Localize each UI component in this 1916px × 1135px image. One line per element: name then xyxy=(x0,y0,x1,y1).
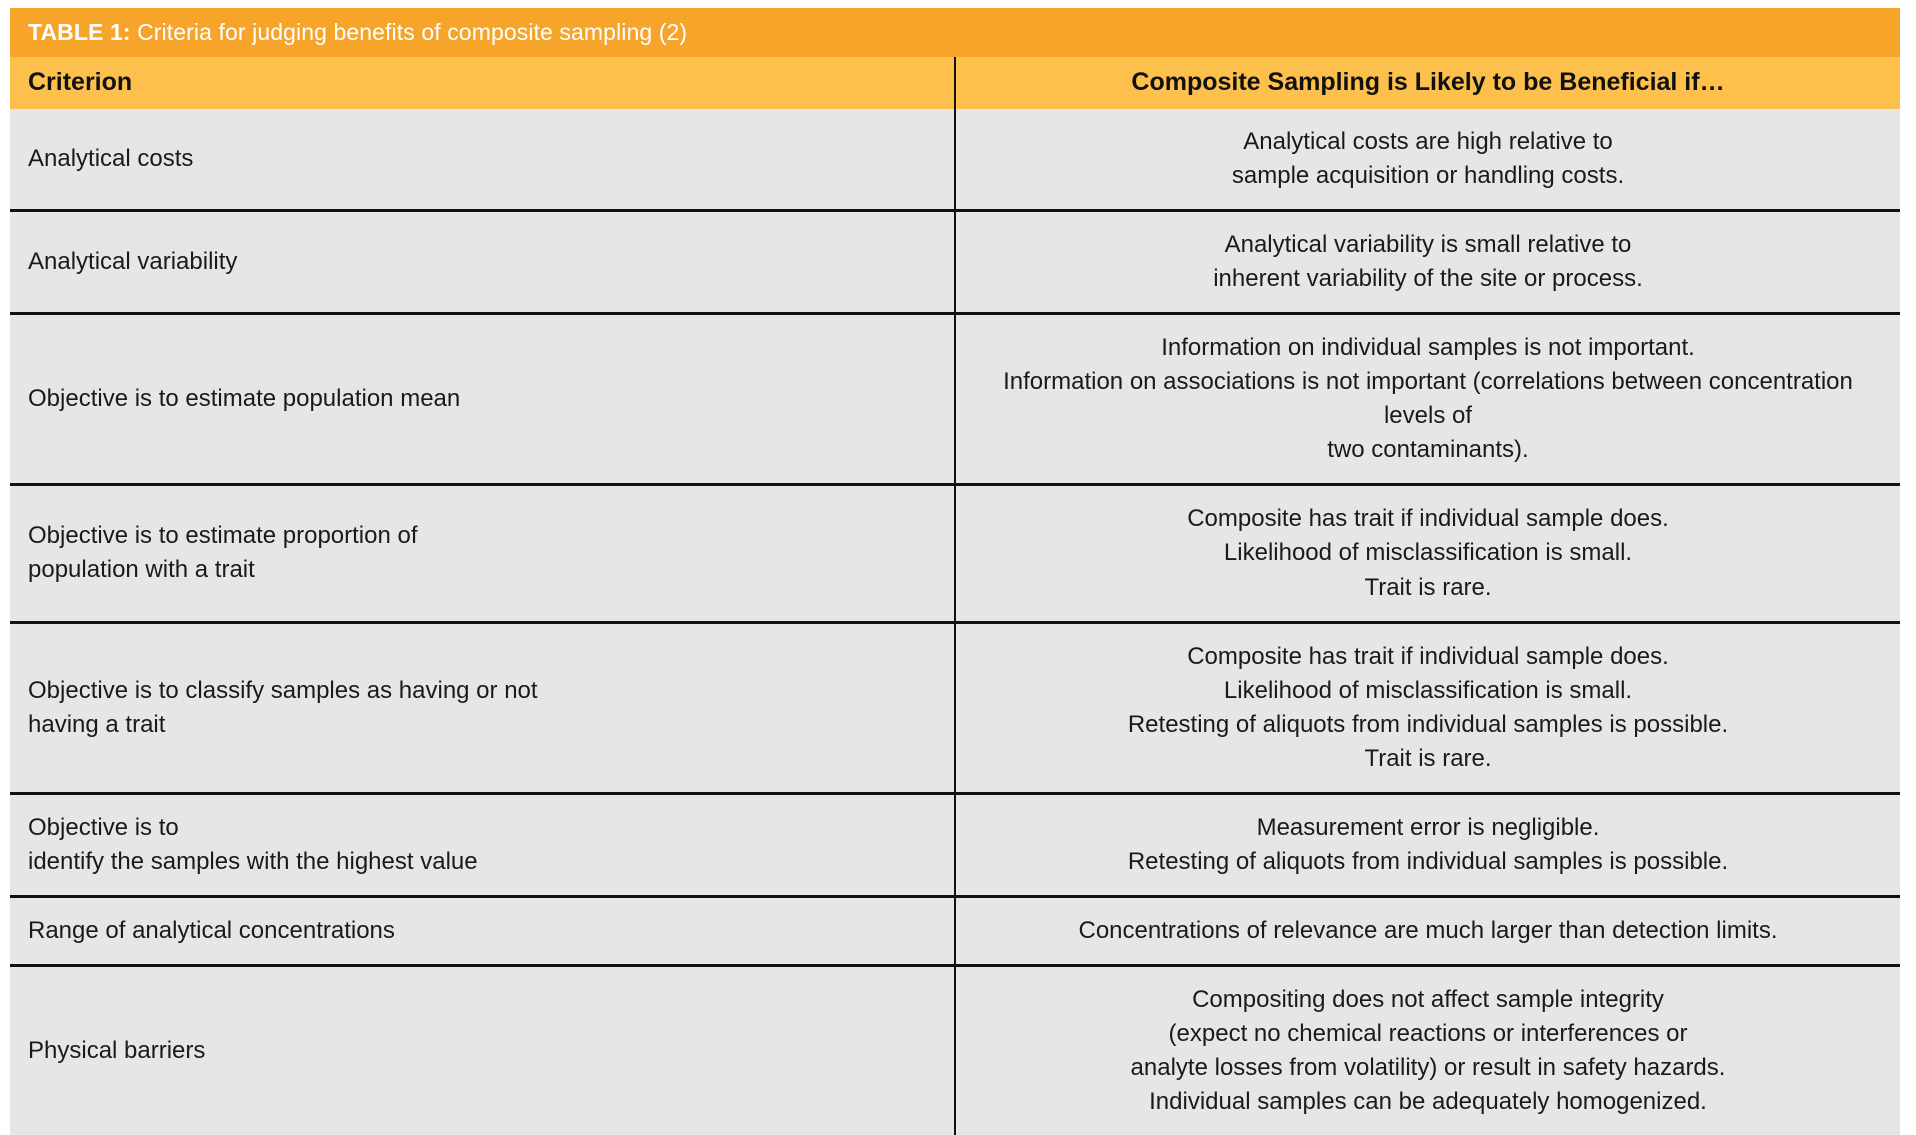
table-row xyxy=(10,109,1900,211)
benefit-line: sample acquisition or handling costs. xyxy=(1231,161,1625,189)
benefit-line: Likelihood of misclassification is small. xyxy=(1223,539,1633,567)
cell-benefit xyxy=(955,485,1900,622)
cell-criterion xyxy=(10,210,955,313)
criterion-line: Analytical costs xyxy=(28,144,194,172)
table-row xyxy=(10,485,1900,622)
column-header-criterion: Criterion xyxy=(10,57,955,109)
table-head xyxy=(10,8,1900,109)
table-header-row xyxy=(10,57,1900,109)
benefit-line: Retesting of aliquots from individual samples is possible. xyxy=(1127,848,1729,875)
table-row xyxy=(10,897,1900,966)
cell-criterion xyxy=(10,109,955,211)
cell-criterion xyxy=(10,966,955,1135)
benefit-line: Composite has trait if individual sample does. xyxy=(1187,505,1669,533)
cell-criterion xyxy=(10,622,955,793)
benefit-line: Measurement error is negligible. xyxy=(1256,813,1600,841)
criterion-line: Objective is to estimate population mean xyxy=(28,385,461,413)
table-caption-text: Criteria for judging benefits of composite sampling (2) xyxy=(130,19,688,45)
cell-benefit xyxy=(955,622,1900,793)
table-row xyxy=(10,210,1900,313)
criterion-line: population with a trait xyxy=(28,556,255,584)
table-body xyxy=(10,109,1900,1135)
benefit-line: Retesting of aliquots from individual samples is possible. xyxy=(1127,710,1729,738)
table-caption xyxy=(10,8,1900,57)
cell-benefit xyxy=(955,210,1900,313)
criterion-line: Physical barriers xyxy=(28,1037,206,1065)
benefit-line: Individual samples can be adequately homogenized. xyxy=(1149,1088,1707,1116)
benefit-line: inherent variability of the site or process. xyxy=(1213,264,1643,292)
table-row xyxy=(10,314,1900,485)
benefit-line: Analytical variability is small relative to xyxy=(1224,230,1632,258)
criteria-table xyxy=(10,8,1900,1135)
table-caption-label: TABLE 1: xyxy=(28,19,131,45)
benefit-line: Information on associations is not important (correlations between concentration levels of xyxy=(1003,368,1853,430)
benefit-line: Concentrations of relevance are much larger than detection limits. xyxy=(1078,917,1778,945)
cell-criterion xyxy=(10,314,955,485)
criterion-line: Objective is to classify samples as having or not xyxy=(28,676,538,704)
benefit-line: Analytical costs are high relative to xyxy=(1243,127,1613,155)
criterion-line: Range of analytical concentrations xyxy=(28,917,395,945)
cell-benefit xyxy=(955,109,1900,211)
criterion-line: identify the samples with the highest value xyxy=(28,848,478,875)
criterion-line: having a trait xyxy=(28,710,166,738)
benefit-line: Information on individual samples is not important. xyxy=(1161,334,1695,362)
cell-benefit xyxy=(955,966,1900,1135)
criterion-line: Objective is to xyxy=(28,813,179,841)
benefit-line: Trait is rare. xyxy=(1364,744,1492,772)
cell-criterion xyxy=(10,485,955,622)
benefit-line: Compositing does not affect sample integrity xyxy=(1192,986,1664,1014)
table-row xyxy=(10,793,1900,896)
cell-benefit xyxy=(955,897,1900,966)
benefit-line: Likelihood of misclassification is small. xyxy=(1223,676,1633,704)
benefit-line: two contaminants). xyxy=(1327,436,1529,464)
criterion-line: Objective is to estimate proportion of xyxy=(28,522,418,550)
table-title-row xyxy=(10,8,1900,57)
benefit-line: Trait is rare. xyxy=(1364,573,1492,601)
table-row xyxy=(10,622,1900,793)
cell-benefit xyxy=(955,314,1900,485)
cell-criterion xyxy=(10,793,955,896)
cell-criterion xyxy=(10,897,955,966)
cell-benefit xyxy=(955,793,1900,896)
benefit-line: analyte losses from volatility) or result in safety hazards. xyxy=(1130,1054,1726,1082)
criterion-line: Analytical variability xyxy=(28,247,238,275)
benefit-line: Composite has trait if individual sample does. xyxy=(1187,642,1669,670)
benefit-line: (expect no chemical reactions or interferences or xyxy=(1168,1020,1688,1048)
table-row xyxy=(10,966,1900,1135)
column-header-benefit: Composite Sampling is Likely to be Beneficial if… xyxy=(955,57,1900,109)
